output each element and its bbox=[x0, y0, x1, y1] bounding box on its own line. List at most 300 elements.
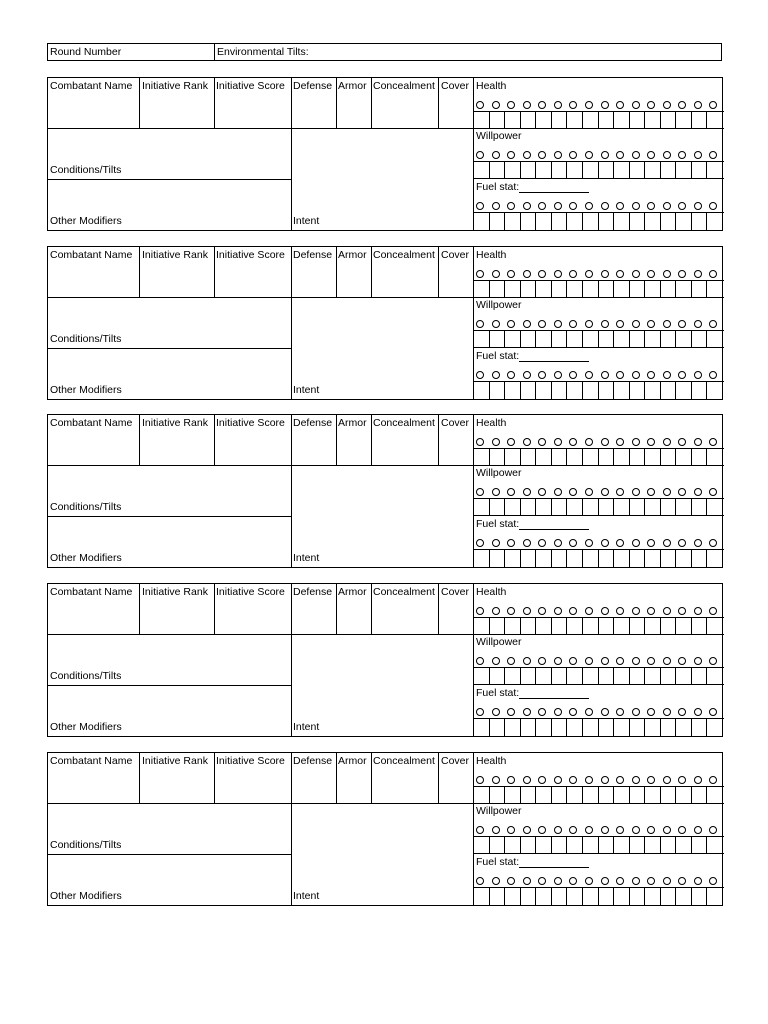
health-dot[interactable] bbox=[632, 101, 640, 109]
fuel-dot[interactable] bbox=[632, 371, 640, 379]
willpower-dot[interactable] bbox=[678, 151, 686, 159]
willpower-dot[interactable] bbox=[601, 657, 609, 665]
willpower-dot[interactable] bbox=[678, 488, 686, 496]
fuel-dot[interactable] bbox=[616, 708, 624, 716]
fuel-dot[interactable] bbox=[523, 708, 531, 716]
health-box[interactable] bbox=[551, 280, 552, 297]
health-dot[interactable] bbox=[585, 438, 593, 446]
fuel-box[interactable] bbox=[598, 718, 599, 736]
fuel-dot[interactable] bbox=[507, 708, 515, 716]
willpower-dot[interactable] bbox=[663, 320, 671, 328]
fuel-dot[interactable] bbox=[569, 708, 577, 716]
willpower-dot[interactable] bbox=[523, 826, 531, 834]
willpower-dot[interactable] bbox=[632, 488, 640, 496]
fuel-dot[interactable] bbox=[492, 371, 500, 379]
fuel-dot[interactable] bbox=[694, 539, 702, 547]
fuel-dot[interactable] bbox=[585, 708, 593, 716]
willpower-dot[interactable] bbox=[507, 657, 515, 665]
willpower-dot[interactable] bbox=[554, 826, 562, 834]
fuel-box[interactable] bbox=[520, 381, 521, 399]
health-box[interactable] bbox=[535, 617, 536, 634]
willpower-dot[interactable] bbox=[694, 151, 702, 159]
fuel-box[interactable] bbox=[566, 887, 567, 905]
willpower-dot[interactable] bbox=[694, 826, 702, 834]
fuel-box[interactable] bbox=[489, 718, 490, 736]
willpower-box[interactable] bbox=[520, 498, 521, 515]
willpower-dot[interactable] bbox=[492, 826, 500, 834]
fuel-dot[interactable] bbox=[585, 877, 593, 885]
fuel-dot[interactable] bbox=[678, 539, 686, 547]
willpower-box[interactable] bbox=[706, 667, 707, 684]
health-box[interactable] bbox=[551, 617, 552, 634]
health-dot[interactable] bbox=[663, 776, 671, 784]
health-dot[interactable] bbox=[554, 270, 562, 278]
health-dot[interactable] bbox=[647, 607, 655, 615]
health-box[interactable] bbox=[489, 617, 490, 634]
willpower-box[interactable] bbox=[504, 330, 505, 347]
health-box[interactable] bbox=[504, 617, 505, 634]
fuel-box[interactable] bbox=[489, 887, 490, 905]
health-box[interactable] bbox=[660, 786, 661, 803]
willpower-dot[interactable] bbox=[678, 657, 686, 665]
health-dot[interactable] bbox=[523, 607, 531, 615]
fuel-box[interactable] bbox=[691, 718, 692, 736]
health-box[interactable] bbox=[675, 280, 676, 297]
willpower-box[interactable] bbox=[613, 836, 614, 853]
fuel-box[interactable] bbox=[551, 549, 552, 567]
fuel-box[interactable] bbox=[566, 212, 567, 230]
fuel-box[interactable] bbox=[535, 718, 536, 736]
health-box[interactable] bbox=[535, 448, 536, 465]
willpower-box[interactable] bbox=[520, 161, 521, 178]
willpower-box[interactable] bbox=[706, 330, 707, 347]
fuel-dot[interactable] bbox=[538, 708, 546, 716]
health-box[interactable] bbox=[566, 448, 567, 465]
fuel-box[interactable] bbox=[613, 718, 614, 736]
willpower-dot[interactable] bbox=[601, 826, 609, 834]
fuel-box[interactable] bbox=[613, 887, 614, 905]
health-box[interactable] bbox=[613, 617, 614, 634]
health-box[interactable] bbox=[613, 786, 614, 803]
fuel-dot[interactable] bbox=[569, 202, 577, 210]
fuel-dot[interactable] bbox=[523, 202, 531, 210]
willpower-box[interactable] bbox=[706, 161, 707, 178]
health-dot[interactable] bbox=[647, 776, 655, 784]
willpower-dot[interactable] bbox=[632, 826, 640, 834]
fuel-box[interactable] bbox=[535, 549, 536, 567]
willpower-dot[interactable] bbox=[538, 826, 546, 834]
health-box[interactable] bbox=[613, 280, 614, 297]
willpower-box[interactable] bbox=[535, 836, 536, 853]
health-box[interactable] bbox=[675, 448, 676, 465]
health-dot[interactable] bbox=[678, 270, 686, 278]
fuel-box[interactable] bbox=[706, 381, 707, 399]
fuel-dot[interactable] bbox=[507, 539, 515, 547]
health-dot[interactable] bbox=[523, 101, 531, 109]
health-dot[interactable] bbox=[616, 776, 624, 784]
fuel-dot[interactable] bbox=[569, 539, 577, 547]
willpower-box[interactable] bbox=[598, 836, 599, 853]
fuel-box[interactable] bbox=[644, 212, 645, 230]
fuel-box[interactable] bbox=[660, 718, 661, 736]
fuel-dot[interactable] bbox=[601, 202, 609, 210]
willpower-dot[interactable] bbox=[492, 657, 500, 665]
willpower-dot[interactable] bbox=[616, 151, 624, 159]
health-box[interactable] bbox=[644, 617, 645, 634]
willpower-box[interactable] bbox=[629, 330, 630, 347]
fuel-dot[interactable] bbox=[678, 877, 686, 885]
health-dot[interactable] bbox=[476, 438, 484, 446]
willpower-dot[interactable] bbox=[647, 488, 655, 496]
fuel-dot[interactable] bbox=[632, 539, 640, 547]
health-dot[interactable] bbox=[694, 101, 702, 109]
health-box[interactable] bbox=[489, 280, 490, 297]
fuel-dot[interactable] bbox=[523, 371, 531, 379]
health-dot[interactable] bbox=[585, 607, 593, 615]
fuel-dot[interactable] bbox=[523, 539, 531, 547]
willpower-dot[interactable] bbox=[632, 320, 640, 328]
fuel-box[interactable] bbox=[520, 549, 521, 567]
fuel-dot[interactable] bbox=[616, 202, 624, 210]
fuel-box[interactable] bbox=[566, 549, 567, 567]
health-box[interactable] bbox=[706, 448, 707, 465]
health-box[interactable] bbox=[504, 786, 505, 803]
fuel-box[interactable] bbox=[520, 718, 521, 736]
willpower-dot[interactable] bbox=[616, 320, 624, 328]
willpower-box[interactable] bbox=[598, 330, 599, 347]
health-dot[interactable] bbox=[709, 607, 717, 615]
willpower-dot[interactable] bbox=[476, 657, 484, 665]
health-box[interactable] bbox=[535, 111, 536, 128]
health-box[interactable] bbox=[582, 448, 583, 465]
willpower-dot[interactable] bbox=[569, 657, 577, 665]
willpower-dot[interactable] bbox=[569, 151, 577, 159]
willpower-dot[interactable] bbox=[694, 488, 702, 496]
health-box[interactable] bbox=[535, 786, 536, 803]
willpower-box[interactable] bbox=[691, 161, 692, 178]
fuel-dot[interactable] bbox=[523, 877, 531, 885]
fuel-box[interactable] bbox=[706, 887, 707, 905]
health-box[interactable] bbox=[582, 111, 583, 128]
fuel-dot[interactable] bbox=[678, 708, 686, 716]
willpower-box[interactable] bbox=[566, 161, 567, 178]
willpower-dot[interactable] bbox=[476, 488, 484, 496]
fuel-dot[interactable] bbox=[476, 202, 484, 210]
willpower-box[interactable] bbox=[660, 667, 661, 684]
willpower-dot[interactable] bbox=[554, 320, 562, 328]
willpower-box[interactable] bbox=[706, 836, 707, 853]
fuel-dot[interactable] bbox=[492, 202, 500, 210]
health-dot[interactable] bbox=[709, 438, 717, 446]
fuel-dot[interactable] bbox=[663, 371, 671, 379]
health-dot[interactable] bbox=[601, 607, 609, 615]
fuel-dot[interactable] bbox=[678, 371, 686, 379]
health-box[interactable] bbox=[520, 617, 521, 634]
fuel-dot[interactable] bbox=[678, 202, 686, 210]
health-box[interactable] bbox=[629, 111, 630, 128]
willpower-dot[interactable] bbox=[632, 657, 640, 665]
health-dot[interactable] bbox=[616, 607, 624, 615]
willpower-box[interactable] bbox=[691, 330, 692, 347]
willpower-dot[interactable] bbox=[709, 826, 717, 834]
willpower-dot[interactable] bbox=[678, 826, 686, 834]
fuel-box[interactable] bbox=[582, 887, 583, 905]
fuel-dot[interactable] bbox=[663, 539, 671, 547]
willpower-box[interactable] bbox=[675, 667, 676, 684]
willpower-dot[interactable] bbox=[523, 151, 531, 159]
health-dot[interactable] bbox=[709, 101, 717, 109]
willpower-dot[interactable] bbox=[554, 488, 562, 496]
willpower-dot[interactable] bbox=[507, 488, 515, 496]
willpower-box[interactable] bbox=[660, 330, 661, 347]
willpower-dot[interactable] bbox=[647, 151, 655, 159]
fuel-dot[interactable] bbox=[554, 708, 562, 716]
fuel-box[interactable] bbox=[598, 549, 599, 567]
health-box[interactable] bbox=[598, 111, 599, 128]
health-box[interactable] bbox=[629, 280, 630, 297]
health-dot[interactable] bbox=[569, 101, 577, 109]
willpower-box[interactable] bbox=[644, 330, 645, 347]
health-dot[interactable] bbox=[709, 776, 717, 784]
health-dot[interactable] bbox=[632, 776, 640, 784]
willpower-dot[interactable] bbox=[492, 151, 500, 159]
health-box[interactable] bbox=[675, 111, 676, 128]
fuel-box[interactable] bbox=[535, 212, 536, 230]
fuel-box[interactable] bbox=[629, 212, 630, 230]
fuel-dot[interactable] bbox=[709, 708, 717, 716]
health-box[interactable] bbox=[691, 617, 692, 634]
willpower-dot[interactable] bbox=[632, 151, 640, 159]
willpower-box[interactable] bbox=[660, 836, 661, 853]
fuel-box[interactable] bbox=[629, 887, 630, 905]
health-dot[interactable] bbox=[569, 438, 577, 446]
health-dot[interactable] bbox=[601, 776, 609, 784]
health-dot[interactable] bbox=[647, 438, 655, 446]
health-dot[interactable] bbox=[663, 438, 671, 446]
fuel-box[interactable] bbox=[613, 381, 614, 399]
health-box[interactable] bbox=[520, 448, 521, 465]
fuel-box[interactable] bbox=[644, 549, 645, 567]
health-dot[interactable] bbox=[694, 270, 702, 278]
health-dot[interactable] bbox=[632, 607, 640, 615]
health-dot[interactable] bbox=[694, 438, 702, 446]
willpower-box[interactable] bbox=[644, 498, 645, 515]
willpower-dot[interactable] bbox=[647, 826, 655, 834]
health-dot[interactable] bbox=[616, 270, 624, 278]
health-dot[interactable] bbox=[663, 270, 671, 278]
willpower-box[interactable] bbox=[613, 330, 614, 347]
willpower-box[interactable] bbox=[489, 330, 490, 347]
health-box[interactable] bbox=[706, 111, 707, 128]
fuel-dot[interactable] bbox=[554, 371, 562, 379]
willpower-box[interactable] bbox=[489, 498, 490, 515]
willpower-dot[interactable] bbox=[709, 488, 717, 496]
health-box[interactable] bbox=[520, 111, 521, 128]
willpower-dot[interactable] bbox=[678, 320, 686, 328]
fuel-dot[interactable] bbox=[647, 539, 655, 547]
health-box[interactable] bbox=[660, 111, 661, 128]
fuel-dot[interactable] bbox=[694, 371, 702, 379]
willpower-dot[interactable] bbox=[616, 657, 624, 665]
fuel-dot[interactable] bbox=[601, 877, 609, 885]
health-dot[interactable] bbox=[569, 776, 577, 784]
willpower-dot[interactable] bbox=[523, 488, 531, 496]
health-box[interactable] bbox=[675, 617, 676, 634]
health-dot[interactable] bbox=[538, 438, 546, 446]
health-dot[interactable] bbox=[476, 776, 484, 784]
fuel-dot[interactable] bbox=[507, 877, 515, 885]
willpower-dot[interactable] bbox=[507, 151, 515, 159]
willpower-box[interactable] bbox=[598, 498, 599, 515]
fuel-box[interactable] bbox=[675, 549, 676, 567]
willpower-dot[interactable] bbox=[492, 320, 500, 328]
fuel-dot[interactable] bbox=[554, 877, 562, 885]
fuel-dot[interactable] bbox=[601, 708, 609, 716]
health-box[interactable] bbox=[644, 786, 645, 803]
willpower-dot[interactable] bbox=[585, 151, 593, 159]
willpower-box[interactable] bbox=[629, 498, 630, 515]
willpower-dot[interactable] bbox=[663, 826, 671, 834]
fuel-box[interactable] bbox=[644, 718, 645, 736]
willpower-dot[interactable] bbox=[647, 657, 655, 665]
willpower-box[interactable] bbox=[629, 161, 630, 178]
willpower-box[interactable] bbox=[613, 498, 614, 515]
willpower-box[interactable] bbox=[675, 161, 676, 178]
willpower-box[interactable] bbox=[566, 498, 567, 515]
health-dot[interactable] bbox=[554, 101, 562, 109]
health-box[interactable] bbox=[566, 617, 567, 634]
health-box[interactable] bbox=[520, 786, 521, 803]
fuel-dot[interactable] bbox=[538, 202, 546, 210]
fuel-dot[interactable] bbox=[569, 877, 577, 885]
fuel-dot[interactable] bbox=[616, 371, 624, 379]
health-box[interactable] bbox=[489, 111, 490, 128]
fuel-stat-blank[interactable] bbox=[519, 519, 589, 530]
fuel-dot[interactable] bbox=[601, 539, 609, 547]
willpower-dot[interactable] bbox=[554, 657, 562, 665]
fuel-box[interactable] bbox=[629, 381, 630, 399]
health-dot[interactable] bbox=[647, 270, 655, 278]
health-dot[interactable] bbox=[601, 438, 609, 446]
health-box[interactable] bbox=[629, 448, 630, 465]
health-dot[interactable] bbox=[492, 607, 500, 615]
health-dot[interactable] bbox=[694, 776, 702, 784]
health-dot[interactable] bbox=[678, 101, 686, 109]
willpower-box[interactable] bbox=[520, 667, 521, 684]
willpower-dot[interactable] bbox=[709, 657, 717, 665]
willpower-dot[interactable] bbox=[476, 826, 484, 834]
fuel-box[interactable] bbox=[582, 718, 583, 736]
health-dot[interactable] bbox=[585, 101, 593, 109]
health-dot[interactable] bbox=[616, 101, 624, 109]
health-box[interactable] bbox=[504, 280, 505, 297]
willpower-dot[interactable] bbox=[663, 657, 671, 665]
health-box[interactable] bbox=[489, 448, 490, 465]
fuel-box[interactable] bbox=[566, 381, 567, 399]
willpower-box[interactable] bbox=[520, 836, 521, 853]
willpower-dot[interactable] bbox=[709, 320, 717, 328]
fuel-box[interactable] bbox=[535, 381, 536, 399]
willpower-box[interactable] bbox=[629, 667, 630, 684]
health-dot[interactable] bbox=[554, 607, 562, 615]
fuel-box[interactable] bbox=[691, 381, 692, 399]
fuel-dot[interactable] bbox=[492, 539, 500, 547]
health-box[interactable] bbox=[644, 280, 645, 297]
willpower-box[interactable] bbox=[535, 667, 536, 684]
health-box[interactable] bbox=[675, 786, 676, 803]
fuel-box[interactable] bbox=[504, 887, 505, 905]
fuel-box[interactable] bbox=[644, 381, 645, 399]
willpower-box[interactable] bbox=[675, 498, 676, 515]
willpower-box[interactable] bbox=[613, 667, 614, 684]
health-box[interactable] bbox=[520, 280, 521, 297]
health-dot[interactable] bbox=[476, 101, 484, 109]
willpower-box[interactable] bbox=[644, 836, 645, 853]
willpower-dot[interactable] bbox=[538, 320, 546, 328]
willpower-box[interactable] bbox=[535, 161, 536, 178]
health-box[interactable] bbox=[598, 448, 599, 465]
fuel-box[interactable] bbox=[660, 887, 661, 905]
willpower-dot[interactable] bbox=[601, 488, 609, 496]
willpower-dot[interactable] bbox=[554, 151, 562, 159]
fuel-dot[interactable] bbox=[554, 539, 562, 547]
health-dot[interactable] bbox=[585, 270, 593, 278]
fuel-box[interactable] bbox=[598, 212, 599, 230]
health-dot[interactable] bbox=[507, 101, 515, 109]
willpower-dot[interactable] bbox=[523, 657, 531, 665]
health-dot[interactable] bbox=[663, 607, 671, 615]
fuel-box[interactable] bbox=[582, 381, 583, 399]
fuel-dot[interactable] bbox=[538, 877, 546, 885]
fuel-dot[interactable] bbox=[709, 877, 717, 885]
willpower-box[interactable] bbox=[551, 836, 552, 853]
health-box[interactable] bbox=[706, 280, 707, 297]
health-box[interactable] bbox=[629, 617, 630, 634]
health-box[interactable] bbox=[613, 111, 614, 128]
health-dot[interactable] bbox=[601, 101, 609, 109]
fuel-dot[interactable] bbox=[616, 539, 624, 547]
fuel-box[interactable] bbox=[489, 549, 490, 567]
health-dot[interactable] bbox=[709, 270, 717, 278]
willpower-box[interactable] bbox=[551, 498, 552, 515]
fuel-dot[interactable] bbox=[585, 371, 593, 379]
willpower-dot[interactable] bbox=[616, 488, 624, 496]
health-box[interactable] bbox=[551, 448, 552, 465]
fuel-box[interactable] bbox=[675, 381, 676, 399]
health-dot[interactable] bbox=[569, 607, 577, 615]
willpower-dot[interactable] bbox=[663, 488, 671, 496]
health-box[interactable] bbox=[706, 617, 707, 634]
fuel-box[interactable] bbox=[598, 887, 599, 905]
willpower-box[interactable] bbox=[691, 667, 692, 684]
health-box[interactable] bbox=[598, 786, 599, 803]
fuel-dot[interactable] bbox=[663, 877, 671, 885]
health-dot[interactable] bbox=[632, 438, 640, 446]
health-dot[interactable] bbox=[523, 776, 531, 784]
willpower-box[interactable] bbox=[660, 498, 661, 515]
willpower-box[interactable] bbox=[489, 836, 490, 853]
health-box[interactable] bbox=[566, 280, 567, 297]
fuel-dot[interactable] bbox=[492, 708, 500, 716]
willpower-box[interactable] bbox=[675, 836, 676, 853]
health-dot[interactable] bbox=[694, 607, 702, 615]
health-dot[interactable] bbox=[476, 270, 484, 278]
fuel-dot[interactable] bbox=[507, 371, 515, 379]
willpower-dot[interactable] bbox=[694, 657, 702, 665]
health-box[interactable] bbox=[644, 111, 645, 128]
willpower-box[interactable] bbox=[489, 667, 490, 684]
willpower-box[interactable] bbox=[613, 161, 614, 178]
